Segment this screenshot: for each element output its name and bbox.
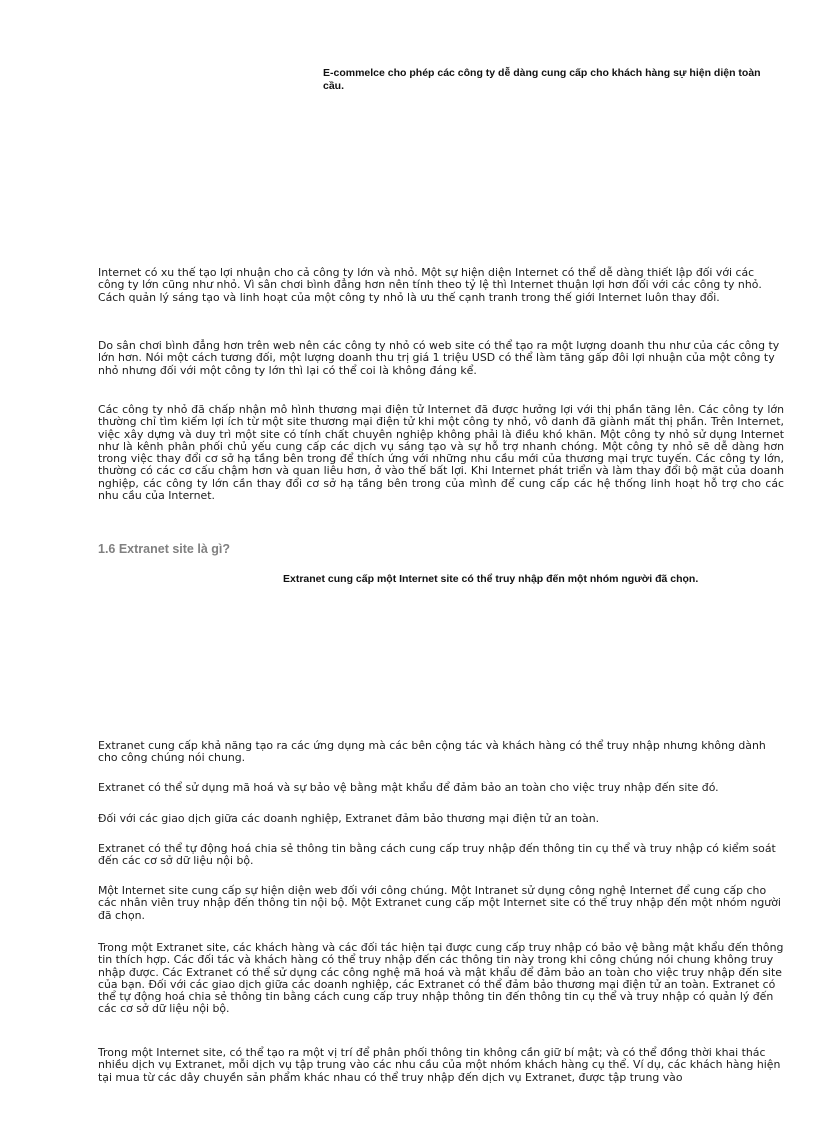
paragraph-extranet-b2b: Đối với các giao dịch giữa các doanh nghiệp, Extranet đảm bảo thương mại điện tử an toàn. (98, 812, 600, 825)
paragraph-extranet-encryption: Extranet có thể sử dụng mã hoá và sự bảo vệ bằng mật khẩu để đảm bảo an toàn cho việc truy nhập đến site đó. (98, 781, 719, 794)
callout-extranet: Extranet cung cấp một Internet site có thể truy nhập đến một nhóm người đã chọn. (283, 573, 699, 585)
paragraph-extranet-apps: Extranet cung cấp khả năng tạo ra các ứng dụng mà các bên cộng tác và khách hàng có thể truy nhập nhưng không dành cho công chúng nói chung. (98, 739, 766, 765)
callout-ecommerce: E-commelce cho phép các công ty dễ dàng cung cấp cho khách hàng sự hiện diện toàn cầu. (323, 67, 761, 92)
paragraph-internet-profit: Internet có xu thế tạo lợi nhuận cho cả công ty lớn và nhỏ. Một sự hiện diện Internet có thể dễ dàng thiết lập đối với các công ty lớn cũng như nhỏ. Vì sân chơi bình đẳng hơn nên tính theo tỷ lệ thì Internet thuận lợi hơn đối với các công ty nhỏ. Cách quản lý sáng tạo và linh hoạt của một công ty nhỏ là ưu thế cạnh tranh trong thế giới Internet luôn thay đổi. (98, 266, 762, 304)
paragraph-internet-site: Trong một Internet site, có thể tạo ra một vị trí để phân phối thông tin không cần giữ bí mật; và có thể đồng thời khai thác nhiều dịch vụ Extranet, mỗi dịch vụ tập trung vào các nhu cầu của một nhóm khách hàng cụ thể. Ví dụ, các khách hàng hiện tại mua từ các dây chuyền sản phẩm khác nhau có thể truy nhập đến dịch vụ Extranet, được tập trung vào (98, 1046, 781, 1084)
paragraph-extranet-site: Trong một Extranet site, các khách hàng và các đối tác hiện tại được cung cấp truy nhập có bảo vệ bằng mật khẩu đến thông tin thích hợp. Các đối tác và khách hàng có thể truy nhập đến các thông tin này trong khi công chúng nói chung không truy nhập được. Các Extranet có thể sử dụng các công nghệ mã hoá và mật khẩu để đảm bảo an toàn cho việc truy nhập đến site của bạn. Đối với các giao dịch giữa các doanh nghiệp, các Extranet có thể đảm bảo thương mại điện tử an toàn. Extranet có thể tự động hoá chia sẻ thông tin bằng cách cung cấp truy nhập thông tin đến thông tin cụ thể và truy nhập có quản lý đến các cơ sở dữ liệu nội bộ. (98, 941, 784, 1016)
paragraph-internet-intranet-extranet: Một Internet site cung cấp sự hiện diện web đối với công chúng. Một Intranet sử dụng công nghệ Internet để cung cấp cho các nhân viên truy nhập đến thông tin nội bộ. Một Extranet cung cấp một Internet site có thể truy nhập đến một nhóm người đã chọn. (98, 884, 781, 922)
paragraph-small-companies: Các công ty nhỏ đã chấp nhận mô hình thương mại điện tử Internet đã được hưởng lợi với thị phần tăng lên. Các công ty lớn thường chỉ tìm kiếm lợi ích từ một site thương mại điện tử khi một công ty nhỏ, vô danh đã giành mất thị phần. Trên Internet, việc xây dựng và duy trì một site có tính chất chuyên nghiệp không phải là điều khó khăn. Một công ty nhỏ sử dụng Internet như là kênh phân phối chủ yếu cung cấp các dịch vụ sáng tạo và sự hỗ trợ nhanh chóng. Một công ty nhỏ sẽ dễ dàng hơn trong việc thay đổi cơ sở hạ tầng bên trong để thích ứng với những nhu cầu mới của thương mại trực tuyến. Các công ty lớn, thường có các cơ cấu chậm hơn và quan liêu hơn, ở vào thế bất lợi. Khi Internet phát triển và làm thay đổi bộ mặt của doanh nghiệp, các công ty lớn cần thay đổi cơ sở hạ tầng bên trong của mình để cung cấp các hệ thống linh hoạt hỗ trợ cho các nhu cầu của Internet. (98, 403, 784, 503)
paragraph-extranet-automation: Extranet có thể tự động hoá chia sẻ thông tin bằng cách cung cấp truy nhập đến thông tin cụ thể và truy nhập có kiểm soát đến các cơ sở dữ liệu nội bộ. (98, 842, 776, 868)
section-heading-extranet: 1.6 Extranet site là gì? (98, 542, 230, 556)
paragraph-level-playing-field: Do sân chơi bình đẳng hơn trên web nên các công ty nhỏ có web site có thể tạo ra một lượng doanh thu như của các công ty lớn hơn. Nói một cách tương đối, một lượng doanh thu trị giá 1 triệu USD có thể làm tăng gấp đôi lợi nhuận của một công ty nhỏ nhưng đối với một công ty lớn thì lại có thể coi là không đáng kể. (98, 339, 780, 377)
